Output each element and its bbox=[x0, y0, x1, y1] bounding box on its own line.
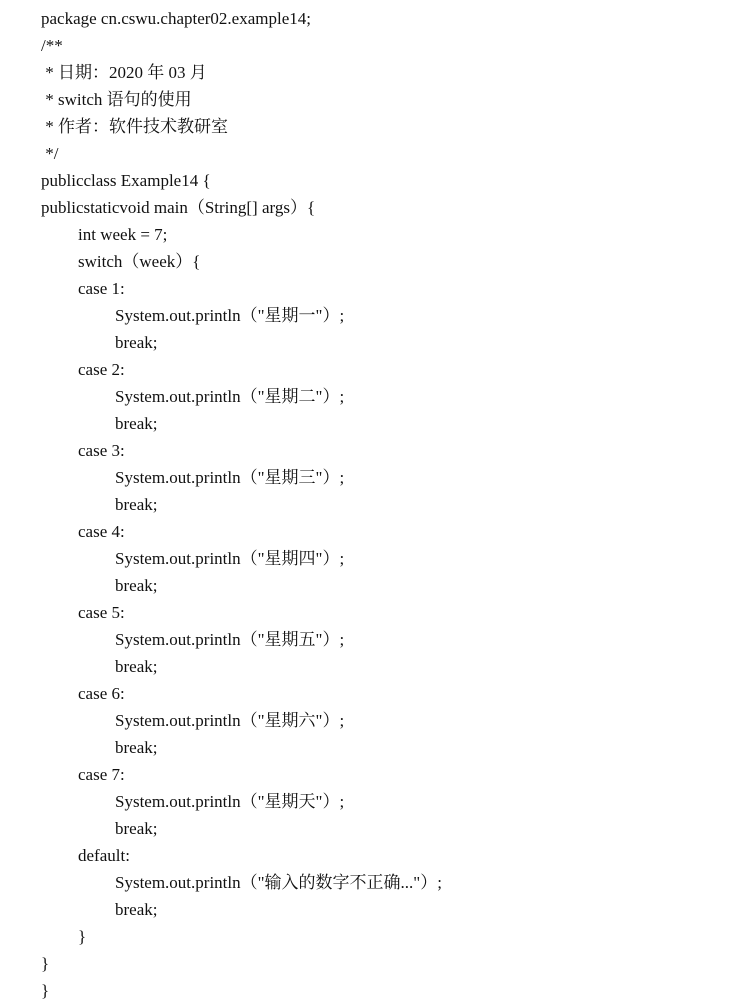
code-line: break; bbox=[115, 576, 158, 595]
code-line: break; bbox=[115, 333, 158, 352]
code-line: } bbox=[78, 927, 87, 946]
code-line: case 6: bbox=[78, 684, 125, 703]
code-line: publicclass Example14 { bbox=[41, 171, 211, 190]
code-line: System.out.println（"输入的数字不正确..."）; bbox=[115, 873, 442, 892]
code-line: System.out.println（"星期二"）; bbox=[115, 387, 345, 406]
code-line: */ bbox=[41, 144, 59, 163]
code-line: case 1: bbox=[78, 279, 125, 298]
code-line: publicstaticvoid main（String[] args）{ bbox=[41, 198, 316, 217]
code-line: package cn.cswu.chapter02.example14; bbox=[41, 9, 311, 28]
code-line: * 作者：软件技术教研室 bbox=[41, 117, 228, 136]
code-line: break; bbox=[115, 900, 158, 919]
code-line: case 4: bbox=[78, 522, 125, 541]
code-line: /** bbox=[41, 36, 63, 55]
code-line: * 日期：2020 年 03 月 bbox=[41, 63, 207, 82]
code-line: System.out.println（"星期六"）; bbox=[115, 711, 345, 730]
code-line: case 7: bbox=[78, 765, 125, 784]
code-line: System.out.println（"星期一"）; bbox=[115, 306, 345, 325]
code-line: int week = 7; bbox=[78, 225, 168, 244]
code-line: System.out.println（"星期天"）; bbox=[115, 792, 345, 811]
code-line: case 5: bbox=[78, 603, 125, 622]
code-line: System.out.println（"星期四"）; bbox=[115, 549, 345, 568]
code-line: break; bbox=[115, 495, 158, 514]
code-line: break; bbox=[115, 414, 158, 433]
code-line: break; bbox=[115, 657, 158, 676]
code-line: * switch 语句的使用 bbox=[41, 90, 192, 109]
code-line: switch（week）{ bbox=[78, 252, 201, 271]
code-line: } bbox=[41, 981, 50, 1000]
code-line: break; bbox=[115, 819, 158, 838]
code-line: System.out.println（"星期三"）; bbox=[115, 468, 345, 487]
code-line: break; bbox=[115, 738, 158, 757]
code-line: System.out.println（"星期五"）; bbox=[115, 630, 345, 649]
code-line: } bbox=[41, 954, 50, 973]
code-line: default: bbox=[78, 846, 130, 865]
code-line: case 2: bbox=[78, 360, 125, 379]
code-line: case 3: bbox=[78, 441, 125, 460]
